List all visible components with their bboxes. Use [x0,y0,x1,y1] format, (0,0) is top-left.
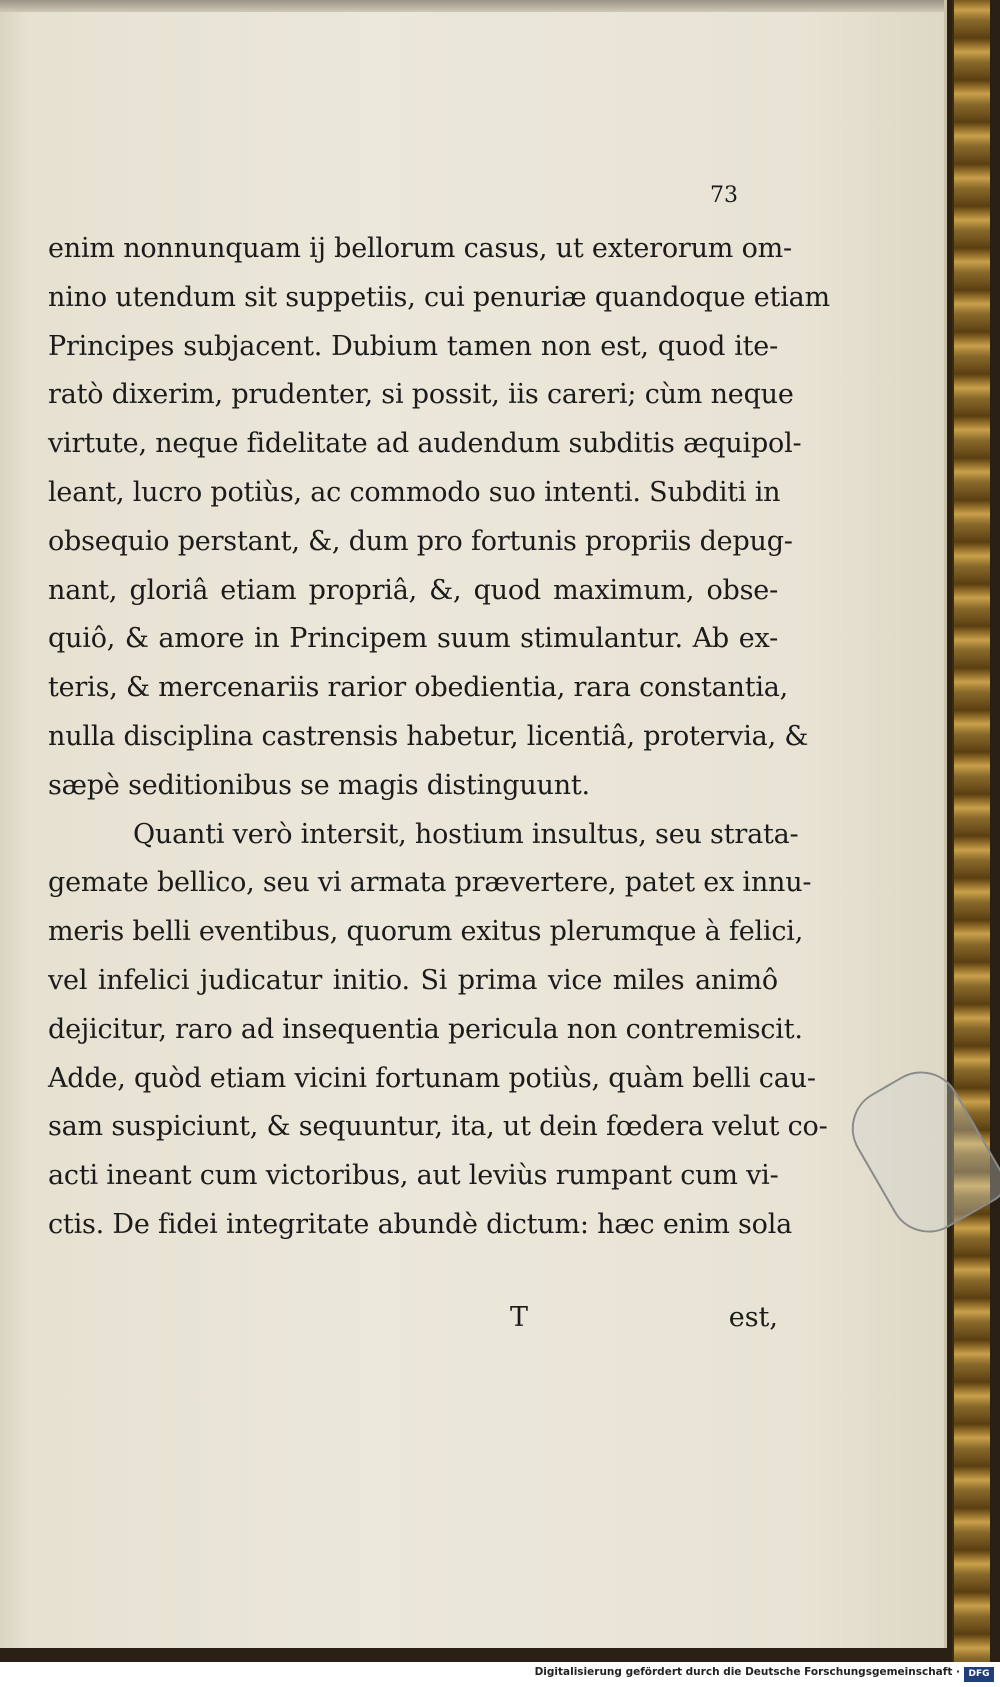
text-line: quiô, & amore in Principem suum stimulantur. Ab ex- [48,623,778,655]
text-line: enim nonnunquam ij bellorum casus, ut exterorum om- [48,233,792,264]
text-line: nulla disciplina castrensis habetur, licentiâ, protervia, & [48,720,809,752]
text-line: gemate bellico, seu vi armata prævertere, patet ex innu- [48,867,812,899]
text-line: obsequio perstant, &, dum pro fortunis propriis depug- [48,525,793,557]
text-line: meris belli eventibus, quorum exitus plerumque à felici, [48,916,804,948]
text-line: acti ineant cum victoribus, aut leviùs rumpant cum vi- [48,1160,779,1192]
text-line: sam suspiciunt, & sequuntur, ita, ut dein fœdera velut co- [48,1111,828,1143]
signature-mark: T [510,1302,529,1333]
text-line-paragraph-end: sæpè seditionibus se magis distinguunt. [48,769,590,801]
text-line: nant, gloriâ etiam propriâ, &, quod maximum, obse- [48,574,778,606]
book-binding-edge [952,0,990,1662]
dfg-logo-icon: DFG [964,1667,994,1682]
footer-bar [0,1664,1000,1687]
text-line: ctis. De fidei integritate abundè dictum: hæc enim sola [48,1208,793,1240]
text-line: Principes subjacent. Dubium tamen non est, quod ite- [48,330,778,362]
text-line: leant, lucro potiùs, ac commodo suo intenti. Subditi in [48,476,781,508]
text-line: teris, & mercenariis rarior obedientia, rara constantia, [48,672,789,704]
text-line: Adde, quòd etiam vicini fortunam potiùs, quàm belli cau- [48,1062,816,1094]
body-text [48,225,830,1250]
text-line: vel infelici judicatur initio. Si prima vice miles animô [48,964,778,996]
digitization-credit: Digitalisierung gefördert durch die Deutsche Forschungsgemeinschaft · [534,1666,960,1678]
text-line-paragraph-start: Quanti verò intersit, hostium insultus, seu strata- [133,818,799,850]
page-top-edge [0,0,944,12]
text-line: nino utendum sit suppetiis, cui penuriæ quandoque etiam [48,281,830,313]
text-line: dejicitur, raro ad insequentia pericula non contremiscit. [48,1013,803,1045]
catchword-line [48,1302,778,1346]
catchword: est, [728,1302,778,1333]
text-line: ratò dixerim, prudenter, si possit, iis careri; cùm neque [48,379,794,411]
page-number: 73 [710,183,738,208]
text-line: virtute, neque fidelitate ad audendum subditis æquipol- [48,428,802,460]
